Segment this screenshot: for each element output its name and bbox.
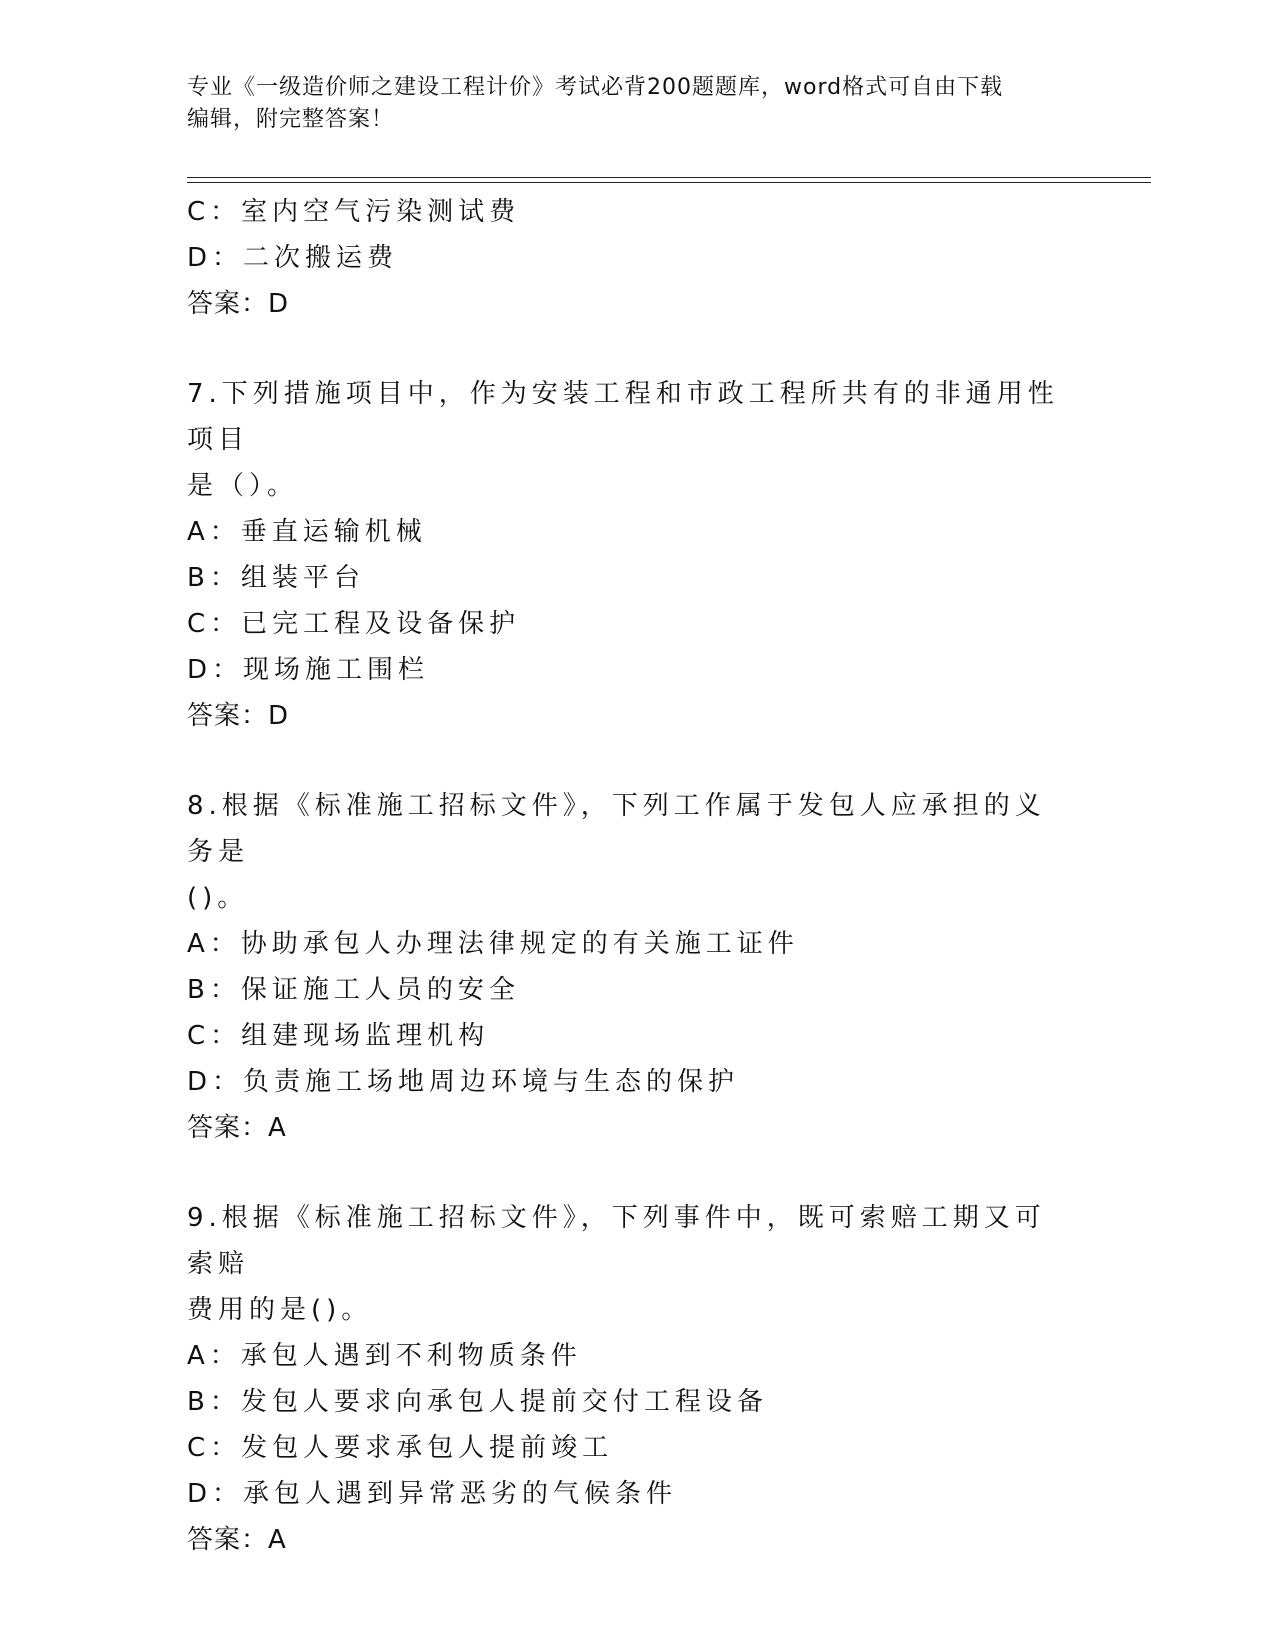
answer: 答案：D: [187, 289, 290, 319]
option-d: D：承包人遇到异常恶劣的气候条件: [187, 1479, 678, 1509]
question-stem-line-2: 是（）。: [187, 471, 299, 501]
answer: 答案：D: [187, 701, 290, 731]
option-a: A：垂直运输机械: [187, 517, 427, 547]
option-b: B：保证施工人员的安全: [187, 975, 520, 1005]
question-stem-line-2: 费用的是()。: [187, 1295, 373, 1325]
answer: 答案：A: [187, 1525, 287, 1555]
question-7: [187, 371, 1087, 739]
option-d: D：负责施工场地周边环境与生态的保护: [187, 1067, 740, 1097]
option-b: B：发包人要求向承包人提前交付工程设备: [187, 1387, 768, 1417]
header-rule-bottom: [187, 182, 1151, 183]
header-rule-top: [187, 177, 1151, 178]
option-c: C：发包人要求承包人提前竣工: [187, 1433, 614, 1463]
question-9: [187, 1195, 1087, 1563]
document-header: [187, 72, 1067, 136]
option-a: A：协助承包人办理法律规定的有关施工证件: [187, 929, 799, 959]
question-stem-line-1: 9.根据《标准施工招标文件》，下列事件中，既可索赔工期又可索赔: [187, 1203, 1046, 1279]
question-8: [187, 783, 1087, 1151]
header-line-1: 专业《一级造价师之建设工程计价》考试必背200题题库，word格式可自由下载: [187, 75, 1004, 100]
option-c: C：室内空气污染测试费: [187, 197, 521, 227]
option-c: C：组建现场监理机构: [187, 1021, 490, 1051]
question-stem-line-1: 7.下列措施项目中，作为安装工程和市政工程所共有的非通用性项目: [187, 379, 1059, 455]
option-b: B：组装平台: [187, 563, 365, 593]
option-a: A：承包人遇到不利物质条件: [187, 1341, 582, 1371]
question-stem-line-1: 8.根据《标准施工招标文件》，下列工作属于发包人应承担的义务是: [187, 791, 1046, 867]
answer: 答案：A: [187, 1113, 287, 1143]
question-stem-line-2: ()。: [187, 883, 249, 913]
option-c: C：已完工程及设备保护: [187, 609, 521, 639]
question-fragment-6: [187, 189, 1087, 327]
header-line-2: 编辑，附完整答案！: [187, 107, 395, 132]
option-d: D：现场施工围栏: [187, 655, 430, 685]
option-d: D：二次搬运费: [187, 243, 399, 273]
question-list: [187, 189, 1087, 1563]
